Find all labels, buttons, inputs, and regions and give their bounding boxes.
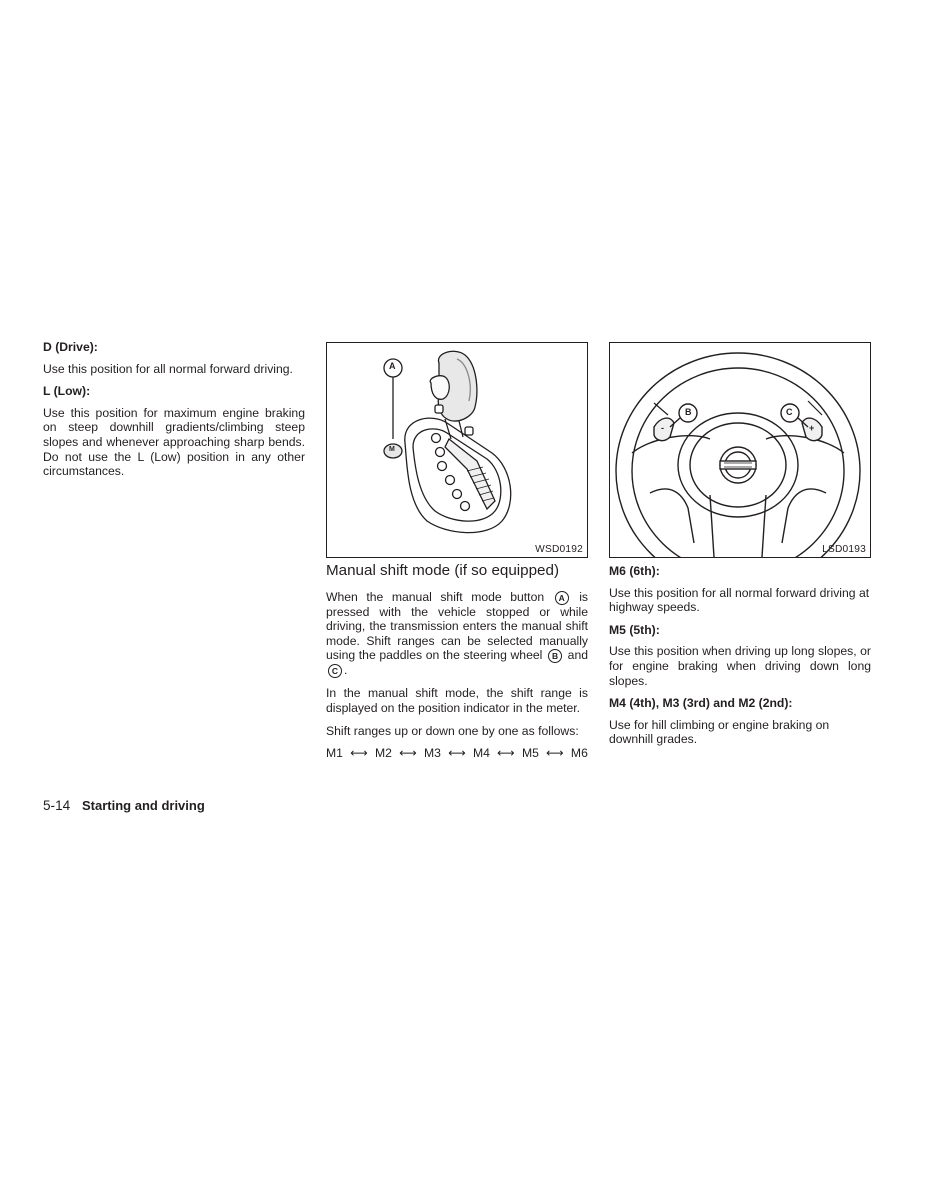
drive-heading: D (Drive): bbox=[43, 340, 98, 354]
shift-step: M5 bbox=[521, 746, 539, 761]
p1-part-c: and bbox=[567, 648, 589, 663]
callout-b-label: B bbox=[685, 407, 692, 417]
callout-a-mark: A bbox=[555, 591, 569, 605]
shift-step: M1 bbox=[326, 746, 343, 761]
shift-lever-figure bbox=[326, 342, 588, 558]
m6-text: Use this position for all normal forward driving at highway speeds. bbox=[609, 585, 870, 615]
page-number: 5-14 bbox=[43, 798, 71, 813]
middle-column bbox=[326, 564, 588, 761]
figure-code-2: LSD0193 bbox=[822, 544, 866, 555]
m4-heading: M4 (4th), M3 (3rd) and M2 (2nd): bbox=[609, 696, 793, 711]
callout-b-mark: B bbox=[548, 649, 562, 663]
figure-code-1: WSD0192 bbox=[535, 544, 583, 555]
shift-step: M6 bbox=[570, 746, 588, 761]
manual-shift-paragraph-2: In the manual shift mode, the shift range is displayed on the position indicator in the meter. bbox=[326, 686, 588, 715]
low-text: Use this position for maximum engine braking on steep downhill gradients/climbing steep slopes and whenever approaching sharp bends. Do not use the L (Low) position in any other circumstances. bbox=[43, 405, 305, 479]
m5-text: Use this position when driving up long slopes, or for engine braking when driving down long slopes. bbox=[609, 644, 871, 688]
m4-text: Use for hill climbing or engine braking on downhill grades. bbox=[609, 717, 830, 747]
right-column bbox=[609, 564, 871, 755]
steering-wheel-figure bbox=[609, 342, 871, 558]
shift-step: M2 bbox=[374, 746, 392, 761]
double-arrow-icon: ⟷ bbox=[546, 746, 564, 761]
m6-heading: M6 (6th): bbox=[609, 564, 660, 578]
section-name: Starting and driving bbox=[82, 798, 205, 813]
low-heading: L (Low): bbox=[43, 384, 91, 399]
left-column bbox=[43, 340, 305, 487]
page-footer bbox=[43, 798, 205, 813]
p1-part-b: is pressed with the vehicle stopped or while driving, the transmission enters the manual shift mode. Shift ranges can be selected manually using the paddles on the steering wheel bbox=[326, 589, 588, 663]
drive-text: Use this position for all normal forward driving. bbox=[43, 361, 293, 376]
callout-c-label: C bbox=[786, 407, 793, 417]
manual-shift-paragraph-3: Shift ranges up or down one by one as follows: bbox=[326, 723, 579, 738]
steering-wheel-illustration bbox=[610, 343, 870, 557]
shift-sequence bbox=[326, 746, 588, 761]
shift-step: M3 bbox=[423, 746, 441, 761]
callout-c-mark: C bbox=[328, 664, 342, 678]
double-arrow-icon: ⟷ bbox=[448, 746, 466, 761]
paddle-plus-label: + bbox=[809, 423, 815, 433]
shift-step: M4 bbox=[472, 746, 490, 761]
double-arrow-icon: ⟷ bbox=[399, 746, 417, 761]
m5-heading: M5 (5th): bbox=[609, 622, 660, 637]
double-arrow-icon: ⟷ bbox=[497, 746, 515, 761]
m-button-label: M bbox=[389, 446, 395, 453]
double-arrow-icon: ⟷ bbox=[350, 746, 368, 761]
p1-part-a: When the manual shift mode button bbox=[326, 589, 545, 604]
callout-a-label: A bbox=[389, 361, 396, 371]
shift-lever-illustration bbox=[327, 343, 587, 557]
manual-shift-paragraph-1 bbox=[326, 590, 588, 679]
paddle-minus-label: - bbox=[661, 423, 664, 433]
manual-shift-title: Manual shift mode (if so equipped) bbox=[326, 562, 560, 579]
p1-part-d: . bbox=[344, 663, 348, 678]
